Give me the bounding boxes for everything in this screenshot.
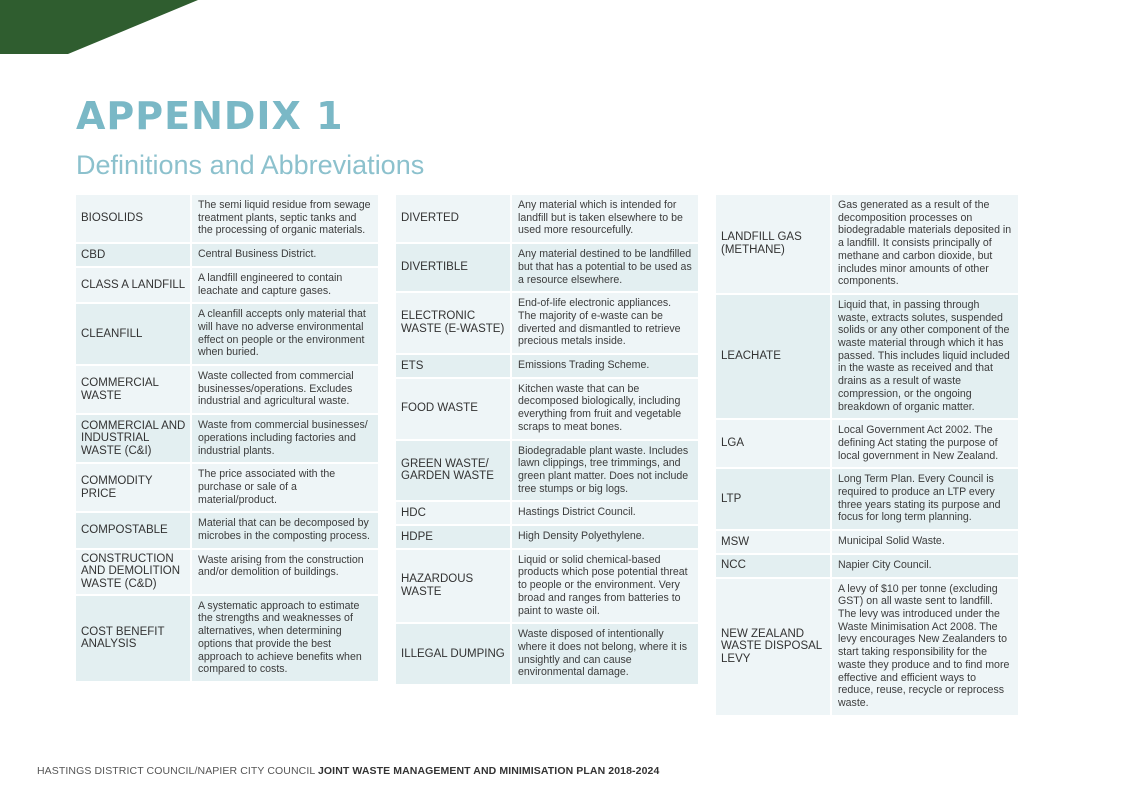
definition-term: ETS: [401, 359, 424, 372]
definition-text: Waste arising from the construction and/or demolition of buildings.: [190, 550, 378, 594]
definition-row: [396, 379, 698, 439]
definition-row: [396, 502, 698, 524]
definition-text: A landfill engineered to contain leachate and capture gases.: [190, 268, 378, 302]
page-subtitle: Definitions and Abbreviations: [76, 150, 425, 180]
definition-term: DIVERTIBLE: [401, 261, 468, 274]
definition-term: LANDFILL GAS (METHANE): [721, 231, 802, 256]
definition-text: Municipal Solid Waste.: [830, 531, 1018, 553]
page-title: APPENDIX 1: [76, 94, 344, 138]
definition-term: NCC: [721, 559, 746, 572]
definition-term: HDPE: [401, 530, 433, 543]
definition-row: [76, 550, 378, 594]
definition-text: Waste disposed of intentionally where it does not belong, where it is unsightly and can cause environmental damage.: [510, 624, 698, 684]
definition-text: A cleanfill accepts only material that will have no adverse environmental effect on people or the environment when buried.: [190, 304, 378, 364]
definition-text: End-of-life electronic appliances. The majority of e-waste can be diverted and dismantled to retrieve precious metals inside.: [510, 293, 698, 353]
definition-text: Waste collected from commercial businesses/operations. Excludes industrial and agricultural waste.: [190, 366, 378, 413]
definition-term: LTP: [721, 492, 742, 505]
definition-term: CLEANFILL: [81, 327, 143, 340]
definition-text: Gas generated as a result of the decomposition processes on biodegradable materials deposited in a landfill. It consists principally of methane and carbon dioxide, but includes minor amounts of other components.: [830, 195, 1018, 293]
definition-row: [396, 293, 698, 353]
definition-text: A systematic approach to estimate the strengths and weaknesses of alternatives, when determining options that provide the best approach to achieve benefits when compared to costs.: [190, 596, 378, 681]
footer: [37, 765, 659, 777]
definition-term: COMMERCIAL WASTE: [81, 376, 159, 402]
definition-text: Hastings District Council.: [510, 502, 698, 524]
definition-term: DIVERTED: [401, 212, 459, 225]
definition-row: [396, 550, 698, 623]
definitions-column-1: [76, 195, 378, 683]
definition-term: COMMERCIAL AND INDUSTRIAL WASTE (C&I): [81, 419, 186, 458]
definition-row: [396, 244, 698, 291]
definition-term: LEACHATE: [721, 350, 781, 363]
definition-row: [396, 624, 698, 684]
definition-row: [396, 355, 698, 377]
definition-text: Waste from commercial businesses/ operations including factories and industrial plants.: [190, 415, 378, 462]
definition-term: HDC: [401, 506, 426, 519]
definition-term: LGA: [721, 437, 745, 450]
definitions-column-2: [396, 195, 698, 686]
definition-text: Emissions Trading Scheme.: [510, 355, 698, 377]
definition-row: [396, 195, 698, 242]
definition-text: Any material destined to be landfilled but that has a potential to be used as a resource elsewhere.: [510, 244, 698, 291]
footer-org: HASTINGS DISTRICT COUNCIL/NAPIER CITY COUNCIL: [37, 765, 315, 777]
definition-row: [76, 596, 378, 681]
definition-text: High Density Polyethylene.: [510, 526, 698, 548]
definition-text: Material that can be decomposed by microbes in the composting process.: [190, 513, 378, 547]
definition-row: [76, 513, 378, 547]
definition-row: [76, 195, 378, 242]
definition-text: Long Term Plan. Every Council is required to produce an LTP every three years stating its purpose and focus for long term planning.: [830, 469, 1018, 529]
definition-text: A levy of $10 per tonne (excluding GST) on all waste sent to landfill. The levy was introduced under the Waste Minimisation Act 2008. The levy encourages New Zealanders to start taking responsibility for the waste they produce and to find more effective and efficient ways to reduce, reuse, recycle or reprocess waste.: [830, 579, 1018, 715]
definition-term: CONSTRUCTION AND DEMOLITION WASTE (C&D): [81, 552, 181, 591]
definition-row: [716, 295, 1018, 418]
definition-term: CLASS A LANDFILL: [81, 278, 186, 291]
definition-text: Napier City Council.: [830, 555, 1018, 577]
definition-row: [76, 304, 378, 364]
definition-term: COST BENEFIT ANALYSIS: [81, 625, 165, 651]
definition-row: [76, 366, 378, 413]
definition-row: [716, 531, 1018, 553]
definition-text: Liquid that, in passing through waste, extracts solutes, suspended solids or any other component of the waste material through which it has passed. This includes liquid included in the waste as received and that drains as a result of waste compression, or the ongoing breakdown of organic matter.: [830, 295, 1018, 418]
definition-text: The semi liquid residue from sewage treatment plants, septic tanks and the processing of organic materials.: [190, 195, 378, 242]
definition-row: [716, 195, 1018, 293]
definition-term: CBD: [81, 248, 106, 261]
definition-term: ILLEGAL DUMPING: [401, 647, 505, 660]
definition-text: Central Business District.: [190, 244, 378, 266]
definitions-column-3: [716, 195, 1018, 717]
definition-row: [716, 469, 1018, 529]
definition-term: HAZARDOUS WASTE: [401, 573, 474, 599]
definition-term: FOOD WASTE: [401, 402, 478, 415]
definition-row: [396, 526, 698, 548]
footer-plan: JOINT WASTE MANAGEMENT AND MINIMISATION PLAN 2018-2024: [317, 765, 660, 777]
definition-term: COMPOSTABLE: [81, 524, 168, 537]
definition-row: [76, 244, 378, 266]
definition-row: [716, 555, 1018, 577]
definition-term: COMMODITY PRICE: [81, 475, 153, 500]
definition-text: Any material which is intended for landfill but is taken elsewhere to be used more resourcefully.: [510, 195, 698, 242]
corner-decoration: [0, 0, 200, 54]
definition-term: ELECTRONIC WASTE (E-WASTE): [401, 310, 505, 336]
definition-text: Biodegradable plant waste. Includes lawn clippings, tree trimmings, and green plant matter. Does not include tree stumps or big logs.: [510, 441, 698, 501]
definition-text: Liquid or solid chemical-based products which pose potential threat to people or the environment. Very broad and ranges from batteries to paint to waste oil.: [510, 550, 698, 623]
definition-text: Kitchen waste that can be decomposed biologically, including everything from fruit and vegetable scraps to meat bones.: [510, 379, 698, 439]
definition-row: [396, 441, 698, 501]
definition-text: The price associated with the purchase or sale of a material/product.: [190, 464, 378, 511]
definition-row: [76, 464, 378, 511]
definition-row: [716, 579, 1018, 715]
definition-row: [76, 415, 378, 462]
definition-term: NEW ZEALAND WASTE DISPOSAL LEVY: [721, 627, 822, 665]
definition-row: [716, 420, 1018, 467]
definition-term: BIOSOLIDS: [81, 212, 143, 225]
definition-row: [76, 268, 378, 302]
definition-term: GREEN WASTE/ GARDEN WASTE: [401, 457, 494, 483]
definition-text: Local Government Act 2002. The defining Act stating the purpose of local government in New Zealand.: [830, 420, 1018, 467]
definition-term: MSW: [721, 535, 750, 548]
